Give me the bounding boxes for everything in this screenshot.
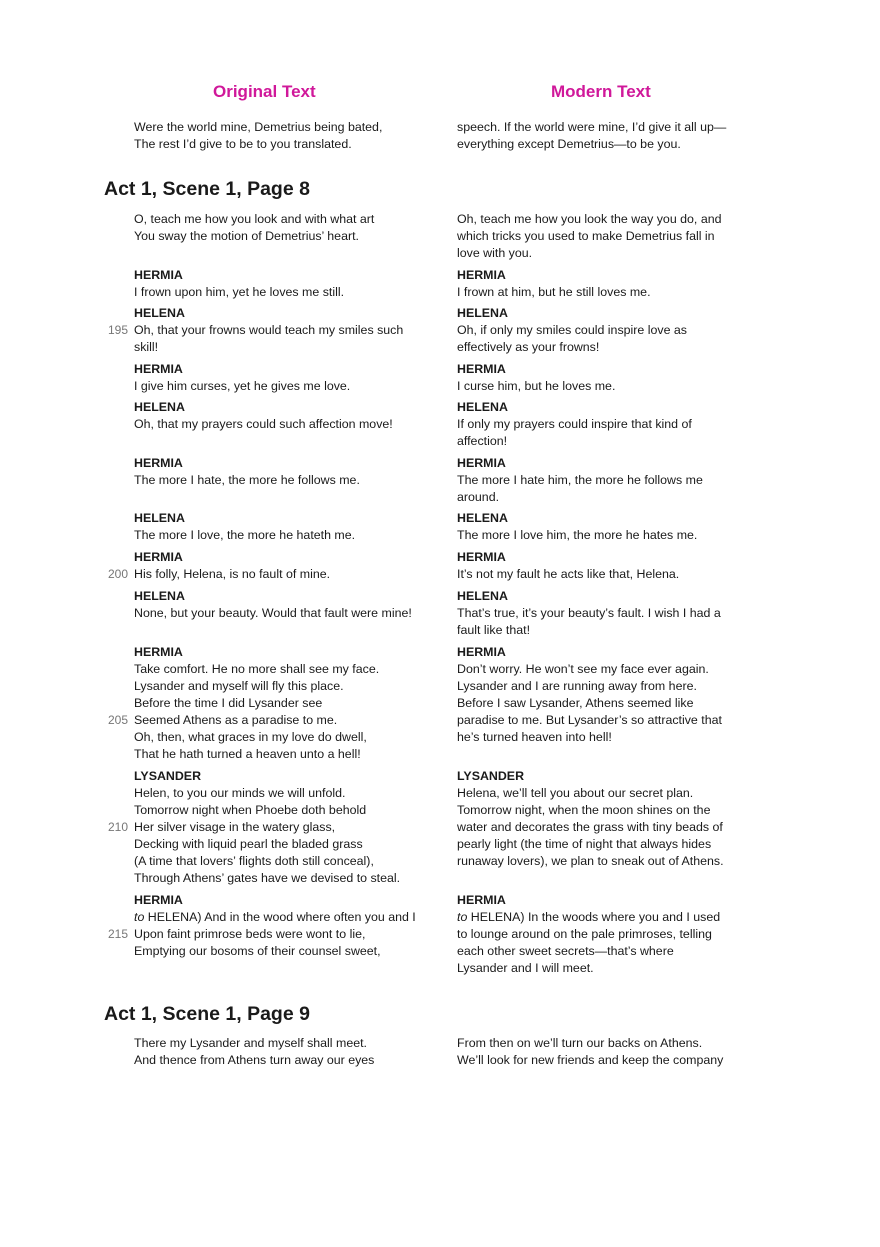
line: runaway lovers), we plan to sneak out of Athens. [457,854,724,868]
line: Oh, that my prayers could such affection move! [134,417,393,431]
speaker-name: HERMIA [457,550,506,564]
speaker-name: HERMIA [134,645,183,659]
original-text-header: Original Text [213,82,316,101]
modern-text-header: Modern Text [551,82,651,101]
speaker-name: HELENA [457,306,508,320]
speaker-name: HERMIA [457,893,506,907]
line: Helen, to you our minds we will unfold. [134,786,346,800]
speaker-name: HERMIA [134,362,183,376]
speaker-name: HERMIA [457,362,506,376]
modern-block [457,588,747,639]
line: each other sweet secrets—that’s where [457,944,674,958]
stage-direction-text: to [457,910,468,924]
line: Through Athens’ gates have we devised to steal. [134,871,401,885]
original-block [134,211,444,245]
line: to lounge around on the pale primroses, telling [457,927,712,941]
original-block [134,455,444,489]
stage-direction-text: to [134,910,145,924]
line: If only my prayers could inspire that kind of [457,417,692,431]
line-text: ) And in the wood where often you and I [197,910,416,924]
line-text: Her silver visage in the watery glass, [134,820,336,834]
line-text: Oh, that your frowns would teach my smiles such [134,323,404,337]
speaker-name: HELENA [457,511,508,525]
speaker-name: HERMIA [134,456,183,470]
line-text: Seemed Athens as a paradise to me. [134,713,338,727]
speaker-name: HELENA [134,306,185,320]
stage-direction [134,910,148,924]
line: Emptying our bosoms of their counsel sweet, [134,944,381,958]
line: I curse him, but he loves me. [457,379,616,393]
line: speech. If the world were mine, I’d give it all up— [457,120,727,134]
line: affection! [457,434,508,448]
modern-block [457,211,747,262]
modern-block [457,361,747,395]
line: That he hath turned a heaven unto a hell! [134,747,361,761]
original-block [134,510,444,544]
line: effectively as your frowns! [457,340,600,354]
modern-block [457,399,747,450]
modern-block [457,892,747,977]
original-block [107,549,444,583]
speaker-name: HERMIA [457,645,506,659]
line-number: 205 [107,713,128,727]
original-block [134,119,444,153]
line: We’ll look for new friends and keep the company [457,1053,724,1067]
line: I give him curses, yet he gives me love. [134,379,351,393]
line-text: ) In the woods where you and I used [520,910,721,924]
line [107,322,444,339]
line: The more I love, the more he hateth me. [134,528,356,542]
modern-block [457,305,747,356]
line: love with you. [457,246,533,260]
original-block [107,768,444,887]
speaker-name: HELENA [134,589,185,603]
modern-block [457,455,747,506]
page-heading: Act 1, Scene 1, Page 8 [104,178,310,200]
line: water and decorates the grass with tiny beads of [457,820,723,834]
speaker-name: HERMIA [457,268,506,282]
speaker-name: HERMIA [134,268,183,282]
line: (A time that lovers’ flights doth still conceal), [134,854,374,868]
speaker-name: HELENA [134,400,185,414]
line: From then on we’ll turn our backs on Athens. [457,1036,703,1050]
original-block [134,399,444,433]
speaker-name: HERMIA [457,456,506,470]
line: Lysander and I will meet. [457,961,594,975]
line: I frown at him, but he still loves me. [457,285,651,299]
page-heading: Act 1, Scene 1, Page 9 [104,1003,310,1025]
modern-block [457,644,747,746]
line: fault like that! [457,623,531,637]
speaker-name: LYSANDER [457,769,525,783]
stage-direction-name: HELENA [147,910,198,924]
stage-direction-name: HELENA [470,910,521,924]
speaker-name: HELENA [457,589,508,603]
line: It’s not my fault he acts like that, Helena. [457,567,680,581]
line: O, teach me how you look and with what art [134,212,375,226]
line: Don’t worry. He won’t see my face ever again. [457,662,709,676]
line: The more I hate him, the more he follows me [457,473,703,487]
original-block [107,305,444,356]
line: Tomorrow night when Phoebe doth behold [134,803,367,817]
line: Oh, teach me how you look the way you do, and [457,212,722,226]
line [107,712,444,729]
line: None, but your beauty. Would that fault were mine! [134,606,412,620]
modern-block [457,267,747,301]
speaker-name: HELENA [457,400,508,414]
modern-block [457,510,747,544]
line-text: His folly, Helena, is no fault of mine. [134,567,331,581]
line: You sway the motion of Demetrius’ heart. [134,229,359,243]
line-number: 200 [107,567,128,581]
modern-block [457,768,747,870]
speaker-name: HERMIA [134,893,183,907]
modern-block [457,119,747,153]
original-block [107,644,444,763]
line: Before the time I did Lysander see [134,696,323,710]
line [457,909,747,926]
line: The more I love him, the more he hates me. [457,528,698,542]
line: That’s true, it’s your beauty’s fault. I wish I had a [457,606,721,620]
line: pearly light (the time of night that always hides [457,837,712,851]
line [107,819,444,836]
line-number: 210 [107,820,128,834]
line-text: Upon faint primrose beds were wont to lie, [134,927,366,941]
modern-block [457,549,747,583]
line: And thence from Athens turn away our eyes [134,1053,375,1067]
original-block [134,588,444,622]
modern-block [457,1035,747,1069]
line: There my Lysander and myself shall meet. [134,1036,367,1050]
original-block [107,892,444,960]
line: Lysander and myself will fly this place. [134,679,344,693]
line: paradise to me. But Lysander’s so attractive that [457,713,722,727]
line-number: 215 [107,927,128,941]
line: Lysander and I are running away from here. [457,679,697,693]
line: Oh, then, what graces in my love do dwell, [134,730,367,744]
line [107,566,444,583]
speaker-name: LYSANDER [134,769,202,783]
line: which tricks you used to make Demetrius fall in [457,229,715,243]
line: The more I hate, the more he follows me. [134,473,360,487]
line: around. [457,490,500,504]
line: he’s turned heaven into hell! [457,730,612,744]
original-block [134,267,444,301]
line: Before I saw Lysander, Athens seemed like [457,696,694,710]
line: Decking with liquid pearl the bladed grass [134,837,363,851]
speaker-name: HELENA [134,511,185,525]
line: Were the world mine, Demetrius being bated, [134,120,383,134]
line: Oh, if only my smiles could inspire love as [457,323,688,337]
line: Take comfort. He no more shall see my face. [134,662,380,676]
line: The rest I’d give to be to you translated. [134,137,352,151]
line: everything except Demetrius—to be you. [457,137,681,151]
speaker-name: HERMIA [134,550,183,564]
line: I frown upon him, yet he loves me still. [134,285,345,299]
line [134,909,444,926]
line: skill! [134,340,159,354]
stage-direction [457,910,471,924]
line: Helena, we’ll tell you about our secret plan. [457,786,694,800]
line-number: 195 [107,323,128,337]
original-block [134,361,444,395]
line [107,926,444,943]
original-block [134,1035,444,1069]
line: Tomorrow night, when the moon shines on the [457,803,711,817]
